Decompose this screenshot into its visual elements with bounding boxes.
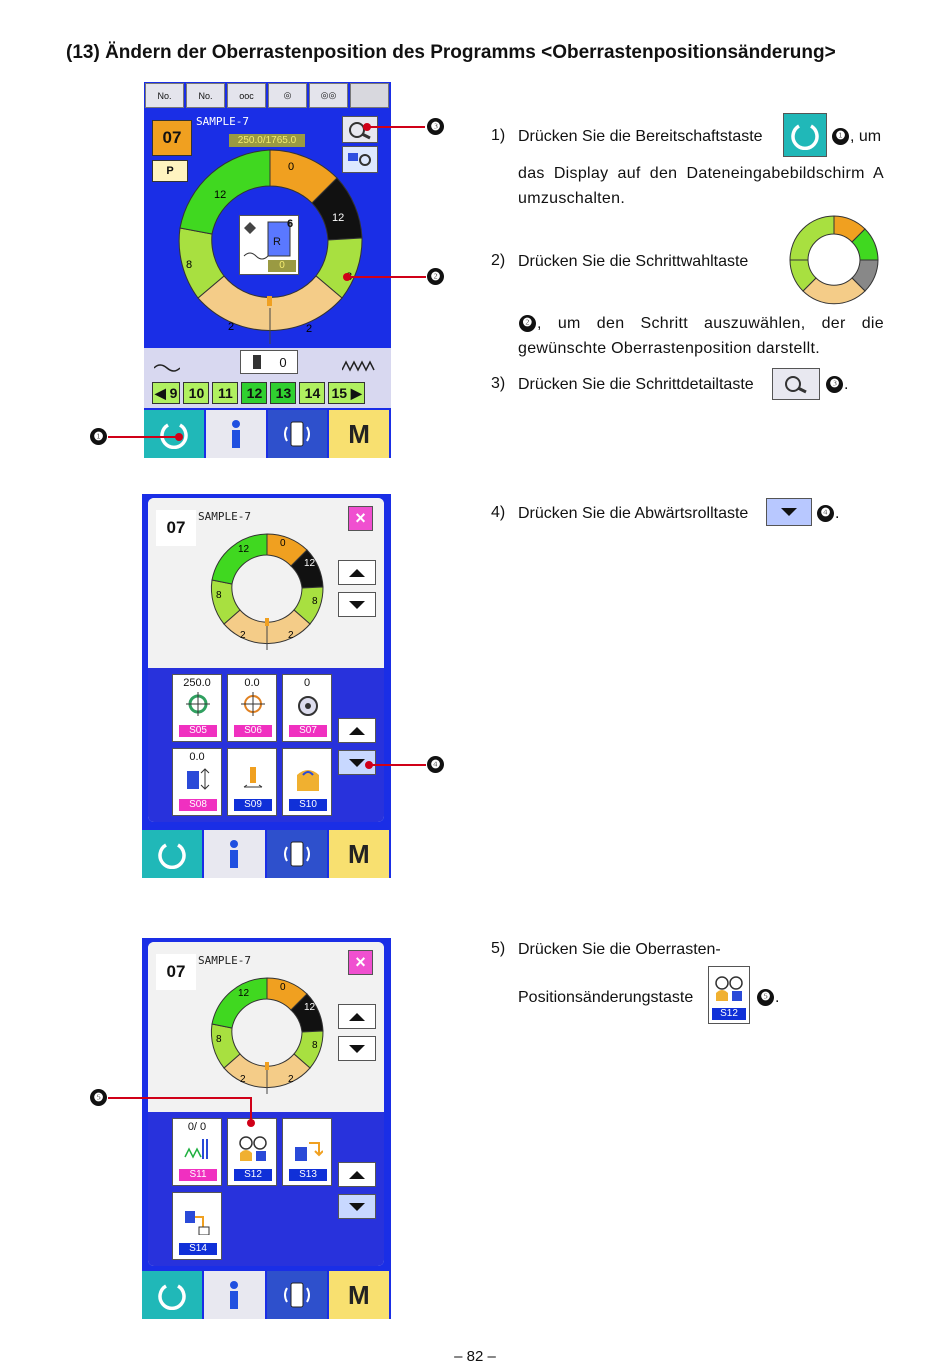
step-4-number: 4) xyxy=(491,504,506,521)
mode-button[interactable]: M xyxy=(329,410,391,458)
step-4-text-a: Drücken Sie die Abwärtsrolltaste xyxy=(518,505,749,522)
callout-line xyxy=(108,1097,252,1099)
bottom-bar xyxy=(142,830,391,878)
arrow-up-icon xyxy=(348,726,366,736)
arrow-down-icon xyxy=(348,1044,366,1054)
step-2-text-b: , um den Schritt auszuwählen, der die gewünschte Oberrastenposition darstellt. xyxy=(518,315,884,357)
tension-icon xyxy=(251,353,267,371)
s10-label: S10 xyxy=(289,799,327,811)
s12-button[interactable] xyxy=(227,1118,277,1186)
step-5-suffix xyxy=(756,985,779,1010)
step-3-suffix xyxy=(825,372,848,397)
communication-button[interactable] xyxy=(267,1271,329,1319)
step-3-number: 3) xyxy=(491,375,506,392)
info-icon xyxy=(226,419,246,449)
communication-icon xyxy=(281,839,313,869)
s05-button[interactable] xyxy=(172,674,222,742)
marker-2-inline: ❷ xyxy=(519,315,536,332)
lift-position-icon xyxy=(293,1135,323,1161)
step-prev-button[interactable]: ◀ 9 xyxy=(152,382,180,404)
s07-label: S07 xyxy=(289,725,327,737)
ring-label: 8 xyxy=(312,596,318,607)
stitch-count-icon xyxy=(183,1135,213,1161)
communication-icon xyxy=(281,419,313,449)
s07-button[interactable] xyxy=(282,674,332,742)
s11-button[interactable] xyxy=(172,1118,222,1186)
marker-1: ❶ xyxy=(90,428,107,445)
scroll-down-button[interactable] xyxy=(338,1036,376,1061)
information-button[interactable] xyxy=(206,410,268,458)
step-ring xyxy=(208,976,326,1094)
step-1-suffix xyxy=(831,124,881,149)
info-icon xyxy=(224,839,244,869)
data-input-screen-a xyxy=(144,82,391,458)
program-number: 07 xyxy=(156,510,196,546)
callout-dot xyxy=(343,273,351,281)
step-detail-dialog xyxy=(148,498,384,822)
marker-3-inline: ❸ xyxy=(826,376,843,393)
s08-value: 0.0 xyxy=(189,751,205,763)
step-detail-dialog xyxy=(148,942,384,1266)
step-1-text-b: , um xyxy=(850,128,882,145)
arrow-down-icon xyxy=(348,1202,366,1212)
ring-label: 12 xyxy=(332,212,345,224)
key-scroll-down-button[interactable] xyxy=(338,1194,376,1219)
s12-label: S12 xyxy=(234,1169,272,1181)
needle-icon xyxy=(238,765,268,791)
magnifier-icon xyxy=(782,374,810,394)
step-detail-card xyxy=(239,215,299,275)
bottom-bar xyxy=(142,1271,391,1319)
callout-dot xyxy=(175,433,183,441)
ready-button[interactable] xyxy=(142,1271,204,1319)
arrow-up-icon xyxy=(348,568,366,578)
step-11[interactable]: 11 xyxy=(212,382,238,404)
marker-2: ❷ xyxy=(427,268,444,285)
thread-trimmer-icon xyxy=(293,765,323,791)
winder-icon[interactable]: ◎◎ xyxy=(309,83,348,108)
step-selector xyxy=(152,382,365,404)
parameter-button[interactable]: P xyxy=(152,160,188,182)
communication-icon xyxy=(281,1280,313,1310)
step-key-area xyxy=(148,1112,384,1266)
callout-line xyxy=(368,764,426,766)
ring-label: 0 xyxy=(280,538,286,549)
step-3-text-a: Drücken Sie die Schrittdetailtaste xyxy=(518,376,754,393)
s14-label: S14 xyxy=(179,1243,217,1255)
step-detail-screen-2 xyxy=(142,938,391,1319)
step-1-text-a: Drücken Sie die Bereitschaftstaste xyxy=(518,128,763,145)
information-button[interactable] xyxy=(204,830,266,878)
callout-line xyxy=(108,436,178,438)
marker-4-inline: ❹ xyxy=(817,505,834,522)
s09-button[interactable] xyxy=(227,748,277,816)
ring-label: 8 xyxy=(216,590,222,601)
ring-label: 0 xyxy=(280,982,286,993)
thread-tension-icon[interactable]: ◎ xyxy=(268,83,307,108)
blank-key xyxy=(350,83,389,108)
key-scroll-up-button[interactable] xyxy=(338,718,376,743)
callout-line xyxy=(367,126,425,128)
ring-label: 2 xyxy=(288,1074,294,1085)
presser-height-icon xyxy=(183,765,213,791)
step-detail-key-illustration xyxy=(772,368,820,400)
bobbin-icon xyxy=(293,691,323,717)
tension-display[interactable] xyxy=(240,350,298,374)
callout-dot xyxy=(247,1119,255,1127)
step-14[interactable]: 14 xyxy=(299,382,325,404)
program-name: SAMPLE-7 xyxy=(198,954,251,967)
step-5-text-c: Positionsänderungstaste xyxy=(518,989,694,1006)
origin-icon xyxy=(238,691,268,717)
step-12[interactable]: 12 xyxy=(241,382,267,404)
ready-icon xyxy=(157,839,187,869)
tension-value: 0 xyxy=(279,354,287,370)
step-detail-button[interactable] xyxy=(342,116,378,143)
scroll-up-button[interactable] xyxy=(338,1004,376,1029)
s06-value: 0.0 xyxy=(244,677,260,689)
ring-label: 2 xyxy=(288,630,294,641)
page-number: – 82 – xyxy=(454,1348,496,1365)
s05-value: 250.0 xyxy=(183,677,211,689)
center-value: 0 xyxy=(268,260,296,272)
needle-position-icon xyxy=(183,691,213,717)
step-strip xyxy=(144,348,391,408)
close-button[interactable]: × xyxy=(348,950,373,975)
communication-button[interactable] xyxy=(267,830,329,878)
dialog-header-area xyxy=(148,498,384,668)
arrow-down-icon xyxy=(348,600,366,610)
ready-icon xyxy=(790,120,820,150)
s11-value: 0/ 0 xyxy=(187,1121,207,1133)
ready-key-illustration xyxy=(783,113,827,157)
step-detail-screen-1 xyxy=(142,494,391,878)
reverse-feed-icon xyxy=(183,1209,213,1235)
ring-label: 12 xyxy=(238,988,250,999)
s07-value: 0 xyxy=(303,677,311,689)
mode-button[interactable]: M xyxy=(329,1271,391,1319)
ring-label: 2 xyxy=(228,321,235,333)
step-2-line-b xyxy=(518,311,884,361)
top-icon-row xyxy=(145,83,389,109)
ring-label: 2 xyxy=(240,1074,246,1085)
ring-label: 0 xyxy=(288,161,295,173)
marker-5: ❺ xyxy=(90,1089,107,1106)
s13-button[interactable] xyxy=(282,1118,332,1186)
marker-5-inline: ❺ xyxy=(757,989,774,1006)
step-2-text-a: Drücken Sie die Schrittwahltaste xyxy=(518,253,749,270)
s06-button[interactable] xyxy=(227,674,277,742)
s13-label: S13 xyxy=(289,1169,327,1181)
s08-label: S08 xyxy=(179,799,217,811)
step-5-text-a: Drücken Sie die Oberrasten- xyxy=(518,941,721,958)
callout-dot xyxy=(365,761,373,769)
step-13[interactable]: 13 xyxy=(270,382,296,404)
arrow-down-icon xyxy=(780,507,798,517)
marker-1-inline: ❶ xyxy=(832,128,849,145)
step-5-number: 5) xyxy=(491,940,506,957)
step-next-button[interactable]: 15 ▶ xyxy=(328,382,364,404)
arrow-down-icon xyxy=(348,758,366,768)
mode-button[interactable]: M xyxy=(329,830,391,878)
step-3-text-b: . xyxy=(844,376,849,393)
ring-label: 2 xyxy=(240,630,246,641)
center-step-number: 6 xyxy=(287,218,294,230)
s10-button[interactable] xyxy=(282,748,332,816)
key-scroll-up-button[interactable] xyxy=(338,1162,376,1187)
ring-label: 12 xyxy=(304,558,316,569)
ring-label: 8 xyxy=(186,259,193,271)
step-key-area xyxy=(148,668,384,822)
stitch-counter: 250.0/1765.0 xyxy=(229,134,305,147)
information-button[interactable] xyxy=(204,1271,266,1319)
step-1-text-c: das Display auf den Dateneingabebildschirm A umzuschalten. xyxy=(518,165,884,207)
ring-label: 12 xyxy=(238,544,250,555)
ring-label: 8 xyxy=(216,1034,222,1045)
dialog-header-area xyxy=(148,942,384,1112)
close-button[interactable]: × xyxy=(348,506,373,531)
page-heading: (13) Ändern der Oberrastenposition des Programms <Oberrastenpositionsänderung> xyxy=(66,42,836,63)
stitch-wave-icon xyxy=(154,362,180,372)
ring-label: 12 xyxy=(214,189,227,201)
step-4-text-b: . xyxy=(835,505,840,522)
program-number[interactable]: 07 xyxy=(152,120,192,156)
s06-label: S06 xyxy=(234,725,272,737)
arrow-up-icon xyxy=(348,1170,366,1180)
pattern-select-icon[interactable]: No. xyxy=(186,83,225,108)
scroll-down-button[interactable] xyxy=(338,592,376,617)
center-r: R xyxy=(273,236,281,248)
s11-label: S11 xyxy=(179,1169,217,1181)
program-number: 07 xyxy=(156,954,196,990)
info-icon xyxy=(224,1280,244,1310)
program-name: SAMPLE-7 xyxy=(198,510,251,523)
s12-key-label: S12 xyxy=(712,1008,746,1020)
s05-label: S05 xyxy=(179,725,217,737)
stitch-zigzag-icon xyxy=(342,360,376,372)
s09-label: S09 xyxy=(234,799,272,811)
scroll-up-button[interactable] xyxy=(338,560,376,585)
upper-stop-position-icon xyxy=(238,1135,268,1161)
s08-button[interactable] xyxy=(172,748,222,816)
pattern-no-icon[interactable]: No. xyxy=(145,83,184,108)
callout-line xyxy=(346,276,426,278)
name-edit-icon[interactable]: ooc xyxy=(227,83,266,108)
step-ring-illustration xyxy=(788,214,880,306)
s14-button[interactable] xyxy=(172,1192,222,1260)
ready-button[interactable] xyxy=(142,830,204,878)
ring-label: 8 xyxy=(312,1040,318,1051)
marker-4: ❹ xyxy=(427,756,444,773)
s12-key-illustration xyxy=(708,966,750,1024)
callout-dot xyxy=(363,123,371,131)
step-2-number: 2) xyxy=(491,252,506,269)
step-4-suffix xyxy=(816,501,839,526)
ready-icon xyxy=(157,1280,187,1310)
arrow-up-icon xyxy=(348,1012,366,1022)
scroll-down-key-illustration xyxy=(766,498,812,526)
ring-label: 2 xyxy=(306,323,313,335)
program-name: SAMPLE-7 xyxy=(196,115,249,128)
ring-label: 12 xyxy=(304,1002,316,1013)
step-10[interactable]: 10 xyxy=(183,382,209,404)
upper-stop-position-icon xyxy=(714,975,744,1001)
ready-icon xyxy=(159,419,189,449)
communication-button[interactable] xyxy=(268,410,330,458)
step-ring xyxy=(208,532,326,650)
step-1-number: 1) xyxy=(491,127,506,144)
step-5-text-b: . xyxy=(775,989,780,1006)
marker-3: ❸ xyxy=(427,118,444,135)
